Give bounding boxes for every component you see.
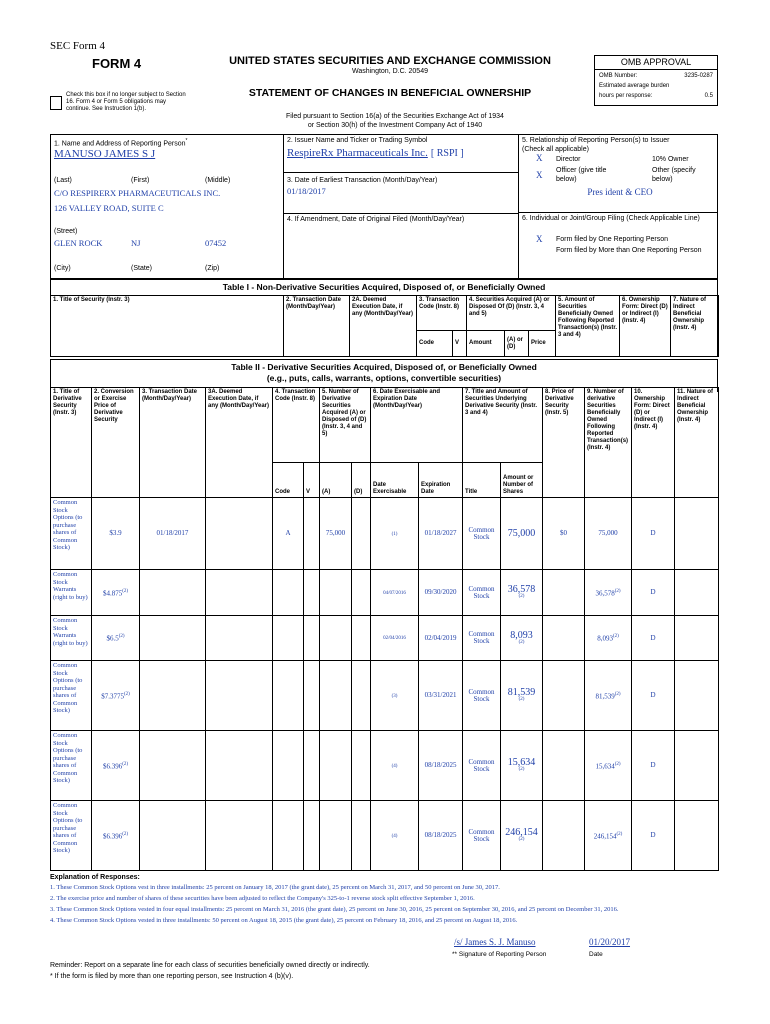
- footnote-2: 2. The exercise price and number of shares of these securities have been adjusted to reflect the Company's 325-to-1 reverse stock split effective September 1, 2016.: [50, 895, 475, 902]
- footnotes: [50, 884, 718, 925]
- conversion-price-value: $6.396: [102, 832, 123, 841]
- t1-sub-v: V: [453, 331, 467, 357]
- owned-following-footnote: (2): [612, 634, 619, 640]
- owned-following: [585, 731, 632, 801]
- v-flag: [304, 661, 320, 731]
- conversion-price: [92, 570, 140, 616]
- deemed-date: [206, 661, 273, 731]
- transaction-date: [140, 801, 206, 871]
- city-label: (City): [54, 265, 71, 272]
- city-value: GLEN ROCK: [54, 238, 103, 248]
- owned-following-footnote: (2): [614, 588, 621, 594]
- t2-sub-v: V: [304, 463, 320, 498]
- ownership-form-value: D: [650, 691, 656, 699]
- t2-sub-d: (D): [352, 463, 371, 498]
- ownership-form-value: D: [650, 761, 656, 769]
- table1-title: Table I - Non-Derivative Securities Acquired, Disposed of, or Beneficially Owned: [222, 282, 546, 292]
- omb-number-label: OMB Number:: [599, 73, 638, 79]
- more-person-label: Form filed by More than One Reporting Person: [556, 247, 702, 254]
- t1-col-securities: 4. Securities Acquired (A) or Disposed Of (D) (Instr. 3, 4 and 5): [467, 296, 556, 331]
- conversion-price: [92, 661, 140, 731]
- v-flag: [304, 498, 320, 570]
- omb-hours-label: hours per response:: [599, 93, 653, 99]
- footnote-4: 4. These Common Stock Options vested in three installments: 50 percent on August 18, 2015 (the grant date), 25 percent on February 18, 2016, and 25 percent on August 18, 2016.: [50, 917, 518, 924]
- other-label: Other (specify below): [652, 167, 696, 183]
- table-row: [51, 616, 719, 661]
- transaction-code: [273, 801, 304, 871]
- derivative-price: [543, 661, 585, 731]
- table-row: [51, 801, 719, 871]
- conversion-price-footnote: (2): [122, 588, 129, 594]
- underlying-title-value: Common Stock: [468, 827, 495, 843]
- t2-col-number: 5. Number of Derivative Securities Acquired (A) or Disposed of (D) (Instr. 3, 4 and 5): [320, 388, 371, 463]
- table2-grid: [50, 387, 719, 871]
- t2-col-ownership: 10. Ownership Form: Direct (D) or Indirect (I) (Instr. 4): [632, 388, 675, 498]
- t2-sub-exp: Expiration Date: [419, 463, 463, 498]
- underlying-title-value: Common Stock: [468, 525, 495, 541]
- disposed: [352, 616, 371, 661]
- acquired: [320, 570, 352, 616]
- conversion-price-footnote: (2): [118, 634, 125, 640]
- reminder: Reminder: Report on a separate line for each class of securities beneficially owned directly or indirectly.: [50, 962, 370, 969]
- middle-label: (Middle): [205, 177, 231, 184]
- box2-label: 2. Issuer Name and Ticker or Trading Symbol: [287, 137, 428, 144]
- underlying-amount: [501, 661, 543, 731]
- owned-following-value: 8,093: [597, 634, 613, 643]
- sec-form-label: SEC Form 4: [50, 40, 106, 52]
- box6-label: 6. Individual or Joint/Group Filing (Check Applicable Line): [522, 215, 700, 222]
- filed-pursuant: Filed pursuant to Section 16(a) of the Securities Exchange Act of 1934 or Section 30(h) of the Investment Company Act of 1940: [286, 113, 504, 129]
- transaction-code: [273, 498, 304, 570]
- transaction-date-value: 01/18/2017: [156, 529, 189, 537]
- explanation-heading: Explanation of Responses:: [50, 874, 140, 881]
- t1-col-amount-owned: 5. Amount of Securities Beneficially Owned Following Reported Transaction(s) (Instr. 3 and 4): [556, 296, 620, 357]
- expiration-date-value: 08/18/2025: [424, 831, 457, 839]
- t2-col-owned: 9. Number of derivative Securities Beneficially Owned Following Reported Transaction(s) (Instr. 4): [585, 388, 632, 498]
- omb-approval-box: [594, 55, 718, 106]
- derivative-security-title: [51, 498, 92, 570]
- owned-following-value: 81,539: [595, 692, 615, 701]
- date-exercisable-value: 02/04/2016: [383, 636, 406, 641]
- commission-location: Washington, D.C. 20549: [351, 68, 428, 75]
- underlying-amount-value: 36,578: [507, 584, 536, 595]
- no-longer-subject-checkbox[interactable]: [50, 96, 62, 110]
- officer-title: Pres ident & CEO: [587, 187, 653, 197]
- date-exercisable-value: (1): [391, 531, 398, 537]
- expiration-date-value: 01/18/2027: [424, 529, 457, 537]
- disposed: [352, 731, 371, 801]
- underlying-amount: [501, 731, 543, 801]
- date-exercisable: [371, 498, 419, 570]
- t2-sub-code: Code: [273, 463, 304, 498]
- transaction-code: [273, 616, 304, 661]
- table-row: [51, 661, 719, 731]
- derivative-price-value: $0: [560, 529, 568, 537]
- underlying-amount-value: 246,154: [505, 827, 538, 838]
- underlying-amount: [501, 570, 543, 616]
- underlying-amount-value: 15,634: [507, 757, 536, 768]
- acquired: [320, 801, 352, 871]
- t2-col-code: 4. Transaction Code (Instr. 8): [273, 388, 320, 463]
- underlying-title-value: Common Stock: [468, 757, 495, 773]
- underlying-title-value: Common Stock: [468, 584, 495, 600]
- t2-col-title: 1. Title of Derivative Security (Instr. 3): [51, 388, 92, 498]
- conversion-price-value: $3.9: [109, 529, 122, 537]
- t1-col-deemed: 2A. Deemed Execution Date, if any (Month/Day/Year): [350, 296, 417, 357]
- conversion-price-footnote: (2): [123, 691, 130, 697]
- director-label: Director: [556, 156, 581, 163]
- deemed-date: [206, 801, 273, 871]
- transaction-code: [273, 731, 304, 801]
- issuer-line: [287, 147, 464, 159]
- t2-col-exercisable: 6. Date Exercisable and Expiration Date (Month/Day/Year): [371, 388, 463, 463]
- omb-burden-label: Estimated average burden: [599, 83, 670, 89]
- t2-sub-a: (A): [320, 463, 352, 498]
- conversion-price-value: $7.3775: [101, 692, 124, 701]
- expiration-date-value: 03/31/2021: [424, 691, 457, 699]
- expiration-date: [419, 616, 463, 661]
- officer-label: Officer (give title below): [556, 167, 607, 183]
- underlying-title: [463, 616, 501, 661]
- derivative-price: [543, 498, 585, 570]
- omb-title: OMB APPROVAL: [595, 56, 717, 70]
- conversion-price-footnote: (2): [122, 831, 129, 837]
- date-exercisable: [371, 570, 419, 616]
- acquired: [320, 731, 352, 801]
- v-flag: [304, 570, 320, 616]
- acquired-value: 75,000: [325, 529, 346, 537]
- derivative-price: [543, 616, 585, 661]
- box3-label: 3. Date of Earliest Transaction (Month/Day/Year): [287, 177, 438, 184]
- derivative-security-title-value: Common Stock Options (to purchase shares of Common Stock): [53, 732, 83, 784]
- t2-sub-date-ex: Date Exercisable: [371, 463, 419, 498]
- expiration-date: [419, 801, 463, 871]
- derivative-security-title: [51, 661, 92, 731]
- omb-hours: 0.5: [704, 93, 713, 99]
- owned-following-value: 36,578: [595, 589, 615, 598]
- owned-following-value: 15,634: [595, 762, 615, 771]
- nature-indirect: [675, 570, 719, 616]
- t2-col-nature: 11. Nature of Indirect Beneficial Ownership (Instr. 4): [675, 388, 719, 498]
- t2-sub-amount: Amount or Number of Shares: [501, 463, 543, 498]
- zip-label: (Zip): [205, 265, 220, 272]
- ten-percent-owner-label: 10% Owner: [652, 156, 689, 163]
- v-flag: [304, 616, 320, 661]
- expiration-date: [419, 661, 463, 731]
- disposed: [352, 570, 371, 616]
- derivative-price: [543, 801, 585, 871]
- street-label: (Street): [54, 228, 78, 235]
- deemed-date: [206, 570, 273, 616]
- expiration-date: [419, 570, 463, 616]
- conversion-price-value: $6.396: [102, 762, 123, 771]
- expiration-date: [419, 498, 463, 570]
- v-flag: [304, 731, 320, 801]
- transaction-date: [140, 616, 206, 661]
- date-exercisable-value: 04/07/2016: [383, 590, 406, 596]
- underlying-title-value: Common Stock: [468, 630, 495, 645]
- acquired: [320, 498, 352, 570]
- date-exercisable: [371, 661, 419, 731]
- derivative-security-title-value: Common Stock Warrants (right to buy): [53, 571, 88, 601]
- conversion-price-value: $6.5: [106, 634, 119, 643]
- table1-grid: [50, 295, 719, 357]
- t1-sub-code: Code: [417, 331, 453, 357]
- one-person-label: Form filed by One Reporting Person: [556, 236, 669, 243]
- reporting-person-name[interactable]: MANUSO JAMES S J: [54, 148, 156, 160]
- box5-label: 5. Relationship of Reporting Person(s) to Issuer (Check all applicable): [522, 137, 670, 153]
- underlying-amount-footnote: (2): [518, 639, 525, 645]
- date-label: Date: [589, 951, 603, 958]
- underlying-title: [463, 498, 501, 570]
- deemed-date: [206, 498, 273, 570]
- underlying-title: [463, 661, 501, 731]
- conversion-price-footnote: (2): [122, 761, 129, 767]
- date-exercisable-value: (3): [391, 693, 398, 699]
- table-row: [51, 498, 719, 570]
- table-row: [51, 731, 719, 801]
- nature-indirect: [675, 616, 719, 661]
- derivative-security-title-value: Common Stock Options (to purchase shares of Common Stock): [53, 802, 83, 854]
- derivative-security-title: [51, 570, 92, 616]
- acquired: [320, 661, 352, 731]
- conversion-price-value: $4.875: [102, 589, 123, 598]
- instruction-note: * If the form is filed by more than one reporting person, see Instruction 4 (b)(v).: [50, 973, 294, 980]
- owned-following-value: 75,000: [598, 529, 618, 537]
- table-row: [51, 570, 719, 616]
- ownership-form: [632, 616, 675, 661]
- footnote-3: 3. These Common Stock Options vested in four equal installments: 25 percent on March 31, 2016 (the grant date), 25 percent on June 30, 2016, 25 percent on September 30, 2016, and 25 percent on December 31, 2016.: [50, 906, 619, 913]
- state-value: NJ: [131, 238, 141, 248]
- owned-following: [585, 570, 632, 616]
- underlying-title-value: Common Stock: [468, 687, 495, 703]
- underlying-amount-value: 8,093: [510, 629, 533, 641]
- owned-following: [585, 661, 632, 731]
- signature-label: ** Signature of Reporting Person: [452, 951, 547, 958]
- omb-number: 3235-0287: [684, 73, 713, 79]
- t1-col-code: 3. Transaction Code (Instr. 8): [417, 296, 467, 331]
- transaction-date: [140, 731, 206, 801]
- derivative-security-title-value: Common Stock Options (to purchase shares of Common Stock): [53, 662, 83, 714]
- t1-col-title: 1. Title of Security (Instr. 3): [51, 296, 284, 357]
- disposed: [352, 801, 371, 871]
- owned-following: [585, 498, 632, 570]
- derivative-security-title-value: Common Stock Options (to purchase shares of Common Stock): [53, 499, 83, 551]
- acquired: [320, 616, 352, 661]
- transaction-date: [140, 498, 206, 570]
- disposed: [352, 661, 371, 731]
- transaction-date: [140, 661, 206, 731]
- date-exercisable: [371, 801, 419, 871]
- owned-following-footnote: (2): [616, 831, 623, 837]
- ownership-form: [632, 498, 675, 570]
- underlying-amount-footnote: (2): [518, 594, 525, 599]
- deemed-date: [206, 616, 273, 661]
- nature-indirect: [675, 498, 719, 570]
- table2-subtitle: (e.g., puts, calls, warrants, options, convertible securities): [266, 373, 502, 383]
- underlying-amount: [501, 616, 543, 661]
- expiration-date-value: 02/04/2019: [424, 633, 457, 642]
- ownership-form-value: D: [650, 529, 656, 537]
- address-line-1: C/O RESPIRERX PHARMACEUTICALS INC.: [54, 188, 221, 198]
- underlying-amount-value: 75,000: [507, 527, 536, 539]
- statement-title: STATEMENT OF CHANGES IN BENEFICIAL OWNERSHIP: [248, 87, 532, 99]
- derivative-security-title: [51, 801, 92, 871]
- one-person-check[interactable]: X: [536, 234, 543, 244]
- date-exercisable-value: (4): [391, 763, 398, 769]
- ownership-form: [632, 570, 675, 616]
- form-title: FORM 4: [92, 56, 142, 71]
- owned-following-footnote: (2): [614, 761, 621, 767]
- underlying-title: [463, 731, 501, 801]
- underlying-amount: [501, 498, 543, 570]
- commission-title: UNITED STATES SECURITIES AND EXCHANGE COMMISSION: [229, 55, 551, 67]
- underlying-amount-footnote: (2): [518, 837, 525, 842]
- derivative-security-title: [51, 616, 92, 661]
- ticker: [ RSPI ]: [430, 148, 464, 159]
- earliest-transaction-date: 01/18/2017: [287, 186, 326, 196]
- date-exercisable: [371, 616, 419, 661]
- box4-label: 4. If Amendment, Date of Original Filed (Month/Day/Year): [287, 216, 465, 223]
- conversion-price: [92, 731, 140, 801]
- director-check[interactable]: X: [536, 153, 543, 163]
- conversion-price: [92, 616, 140, 661]
- owned-following: [585, 801, 632, 871]
- ownership-form-value: D: [650, 588, 656, 596]
- t2-col-deemed: 3A. Deemed Execution Date, if any (Month/Day/Year): [206, 388, 273, 498]
- checkbox-text: Check this box if no longer subject to Section 16. Form 4 or Form 5 obligations may continue. See Instruction 1(b).: [66, 92, 186, 112]
- state-label: (State): [131, 265, 153, 272]
- t1-col-nature: 7. Nature of Indirect Beneficial Ownership (Instr. 4): [671, 296, 719, 357]
- table2-title: Table II - Derivative Securities Acquired, Disposed of, or Beneficially Owned: [231, 362, 537, 372]
- first-label: (First): [131, 177, 150, 184]
- t2-sub-title: Title: [463, 463, 501, 498]
- officer-check[interactable]: X: [536, 170, 543, 180]
- conversion-price: [92, 801, 140, 871]
- t1-sub-amount: Amount: [467, 331, 505, 357]
- footnote-1: 1. These Common Stock Options vest in three installments: 25 percent on January 18, 2017 (the grant date), 25 percent on March 31, 2017, and 50 percent on June 30, 2017.: [50, 884, 500, 891]
- t2-col-underlying: 7. Title and Amount of Securities Underlying Derivative Security (Instr. 3 and 4): [463, 388, 543, 463]
- zip-value: 07452: [205, 238, 227, 248]
- signature-date: 01/20/2017: [589, 937, 631, 947]
- nature-indirect: [675, 731, 719, 801]
- ownership-form-value: D: [650, 831, 656, 839]
- owned-following: [585, 616, 632, 661]
- ownership-form: [632, 801, 675, 871]
- derivative-security-title: [51, 731, 92, 801]
- address-line-2: 126 VALLEY ROAD, SUITE C: [54, 203, 164, 213]
- transaction-code: [273, 570, 304, 616]
- underlying-amount-footnote: (2): [518, 767, 525, 772]
- nature-indirect: [675, 661, 719, 731]
- date-exercisable: [371, 731, 419, 801]
- deemed-date: [206, 731, 273, 801]
- underlying-title: [463, 801, 501, 871]
- t1-sub-aord: (A) or (D): [505, 331, 529, 357]
- owned-following-value: 246,154: [593, 832, 617, 841]
- last-label: (Last): [54, 177, 72, 184]
- expiration-date-value: 08/18/2025: [424, 761, 457, 769]
- owned-following-footnote: (2): [614, 691, 621, 697]
- date-exercisable-value: (4): [391, 833, 398, 839]
- disposed: [352, 498, 371, 570]
- ownership-form: [632, 731, 675, 801]
- derivative-price: [543, 570, 585, 616]
- nature-indirect: [675, 801, 719, 871]
- underlying-amount-footnote: (2): [518, 697, 525, 702]
- expiration-date: [419, 731, 463, 801]
- t2-col-price: 2. Conversion or Exercise Price of Derivative Security: [92, 388, 140, 498]
- underlying-amount: [501, 801, 543, 871]
- box1-label: 1. Name and Address of Reporting Person*: [54, 138, 188, 148]
- t2-col-date: 3. Transaction Date (Month/Day/Year): [140, 388, 206, 498]
- transaction-date: [140, 570, 206, 616]
- conversion-price: [92, 498, 140, 570]
- v-flag: [304, 801, 320, 871]
- t1-col-date: 2. Transaction Date (Month/Day/Year): [284, 296, 350, 357]
- ownership-form-value: D: [650, 633, 656, 642]
- transaction-code: [273, 661, 304, 731]
- transaction-code-value: A: [285, 529, 291, 537]
- underlying-title: [463, 570, 501, 616]
- derivative-security-title-value: Common Stock Warrants (right to buy): [53, 617, 88, 647]
- underlying-amount-value: 81,539: [507, 687, 536, 698]
- ownership-form: [632, 661, 675, 731]
- derivative-price: [543, 731, 585, 801]
- t1-sub-price: Price: [529, 331, 556, 357]
- signature: /s/ James S. J. Manuso: [454, 937, 536, 947]
- t2-col-price8: 8. Price of Derivative Security (Instr. 5): [543, 388, 585, 498]
- issuer-name[interactable]: RespireRx Pharmaceuticals Inc.: [287, 147, 428, 159]
- t1-col-ownership: 6. Ownership Form: Direct (D) or Indirect (I) (Instr. 4): [620, 296, 671, 357]
- expiration-date-value: 09/30/2020: [424, 588, 457, 596]
